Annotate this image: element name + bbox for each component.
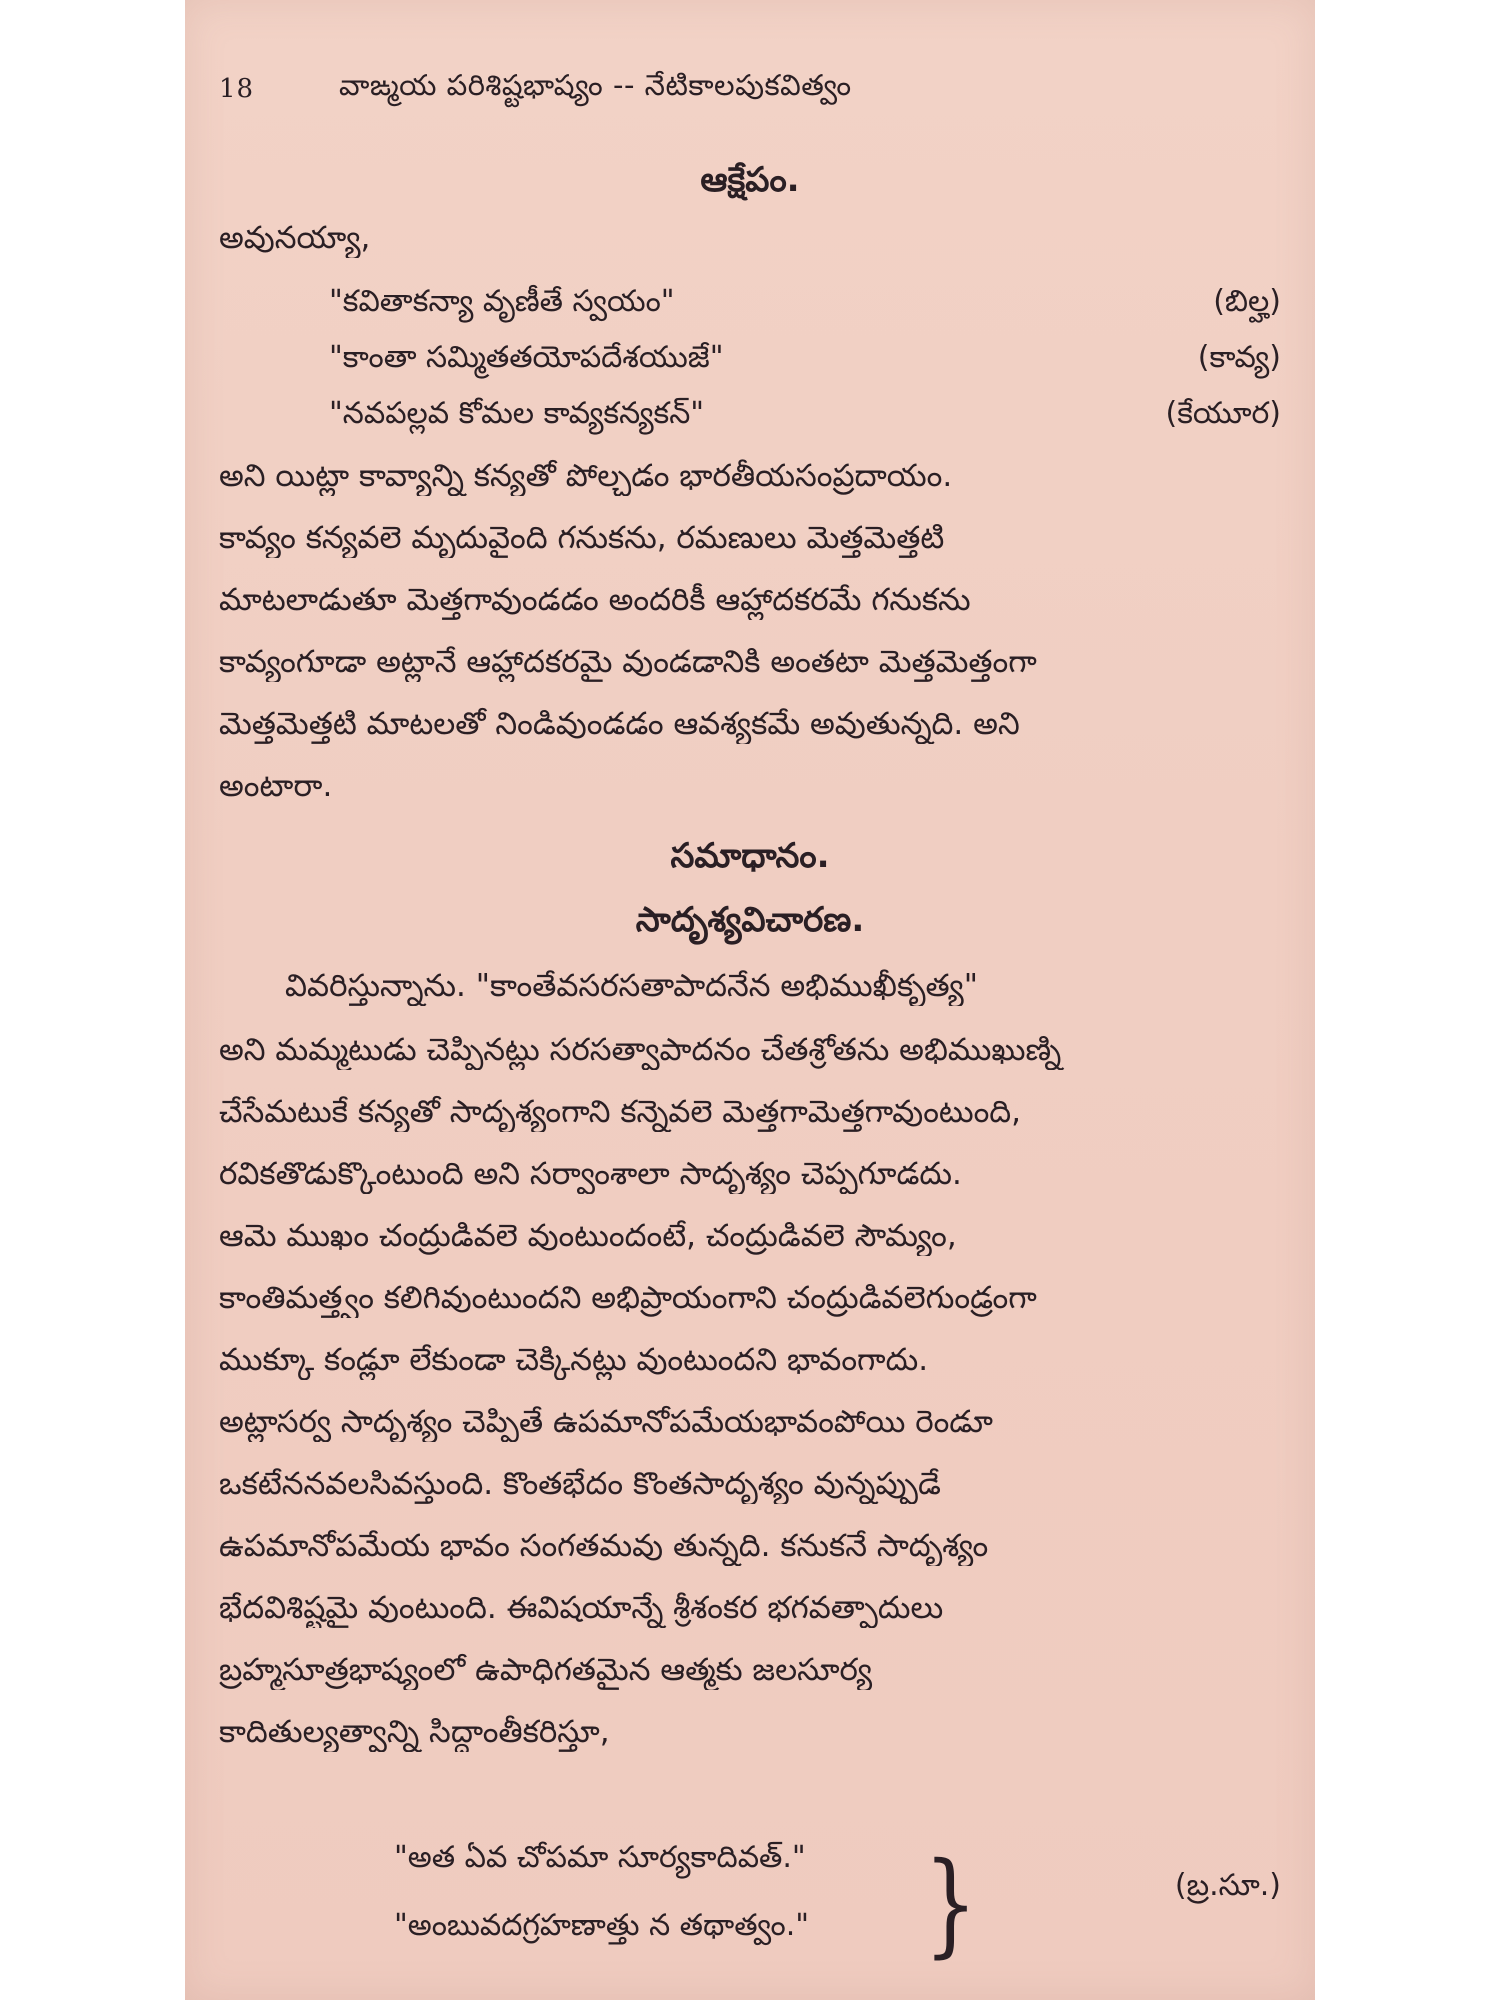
opening-line: అవునయ్యా, — [219, 220, 371, 256]
sutra-source: (బ్ర.సూ.) — [1174, 1868, 1281, 1903]
paragraph-line: అని యిట్లా కావ్యాన్ని కన్యతో పోల్చడం భారతీయసంప్రదాయం. — [219, 458, 953, 494]
section-heading-objection: ఆక్షేపం. — [700, 160, 800, 200]
running-title: వాఙ్మయ పరిశిష్టభాష్యం -- నేటికాలపుకవిత్వం — [339, 68, 852, 102]
paragraph-line: ఆమె ముఖం చంద్రుడివలె వుంటుందంటే, చంద్రుడివలె సౌమ్యం, — [219, 1218, 957, 1254]
paragraph-line: బ్రహ్మసూత్రభాష్యంలో ఉపాధిగతమైన ఆత్మకు జలసూర్య — [219, 1652, 873, 1688]
paragraph-line: అని మమ్మటుడు చెప్పినట్లు సరసత్వాపాదనం చేతశ్రోతను అభిముఖుణ్ని — [219, 1032, 1062, 1068]
paragraph-line: ఉపమానోపమేయ భావం సంగతమవు తున్నది. కనుకనే సాదృశ్యం — [219, 1528, 989, 1564]
sutra-quote-text: "అత ఏవ చోపమా సూర్యకాదివత్." — [394, 1840, 806, 1875]
sutra-quote — [219, 1906, 1281, 1946]
quote-source: (కావ్య) — [1197, 340, 1281, 375]
paragraph-line: కాదితుల్యత్వాన్ని సిద్ధాంతీకరిస్తూ, — [219, 1714, 610, 1750]
quote-source: (బిల్హ) — [1213, 284, 1281, 319]
paragraph-line: అంటారా. — [219, 768, 333, 804]
quote-text: "కాంతా సమ్మితతయోపదేశయుజే" — [329, 340, 724, 375]
sutra-quote-text: "అంబువదగ్రహణాత్తు న తథాత్వం." — [394, 1908, 810, 1943]
paragraph-line: కాంతిమత్త్వం కలిగివుంటుందని అభిప్రాయంగాని చంద్రుడివలెగుండ్రంగా — [219, 1280, 1037, 1316]
book-page — [185, 0, 1315, 2000]
paragraph-line: కావ్యంగూడా అట్లానే ఆహ్లాదకరమై వుండడానికి అంతటా మెత్తమెత్తంగా — [219, 644, 1037, 680]
page-number: 18 — [219, 74, 255, 104]
quote-row — [219, 338, 1281, 378]
paragraph-line: చేసేమటుకే కన్యతో సాదృశ్యంగాని కన్నెవలె మెత్తగామెత్తగావుంటుంది, — [219, 1094, 1022, 1130]
quote-row — [219, 394, 1281, 434]
paragraph-line: ముక్కూ కండ్లూ లేకుండా చెక్కినట్లు వుంటుందని భావంగాదు. — [219, 1342, 929, 1378]
paragraph-line: కావ్యం కన్యవలె మృదువైంది గనుకను, రమణులు మెత్తమెత్తటి — [219, 520, 945, 556]
section-heading-answer: సమాధానం. — [670, 836, 830, 876]
section-subheading: సాదృశ్యవిచారణ. — [635, 900, 865, 940]
paragraph-first-line: వివరిస్తున్నాను. "కాంతేవసరసతాపాదనేన అభిముఖీకృత్య" — [285, 968, 978, 1004]
quote-text: "నవపల్లవ కోమల కావ్యకన్యకన్" — [329, 396, 705, 431]
quote-text: "కవితాకన్యా వృణీతే స్వయం" — [329, 284, 675, 319]
paragraph-line: రవికతొడుక్కొంటుంది అని సర్వాంశాలా సాదృశ్యం చెప్పగూడదు. — [219, 1156, 962, 1192]
right-brace: } — [923, 1839, 978, 1969]
paragraph-line: మాటలాడుతూ మెత్తగావుండడం అందరికీ ఆహ్లాదకరమే గనుకను — [219, 582, 971, 618]
paragraph-line: మెత్తమెత్తటి మాటలతో నిండివుండడం ఆవశ్యకమే అవుతున్నది. అని — [219, 706, 1020, 742]
paragraph-line: అట్లాసర్వ సాదృశ్యం చెప్పితే ఉపమానోపమేయభావంపోయి రెండూ — [219, 1404, 993, 1440]
sutra-quote — [219, 1838, 1281, 1878]
quote-row — [219, 282, 1281, 322]
paragraph-line: ఒకటేననవలసివస్తుంది. కొంతభేదం కొంతసాదృశ్యం వున్నప్పుడే — [219, 1466, 941, 1502]
page-header — [219, 68, 1281, 118]
quote-source: (కేయూర) — [1165, 396, 1281, 431]
paragraph-line: భేదవిశిష్టమై వుంటుంది. ఈవిషయాన్నే శ్రీశంకర భగవత్పాదులు — [219, 1590, 944, 1626]
